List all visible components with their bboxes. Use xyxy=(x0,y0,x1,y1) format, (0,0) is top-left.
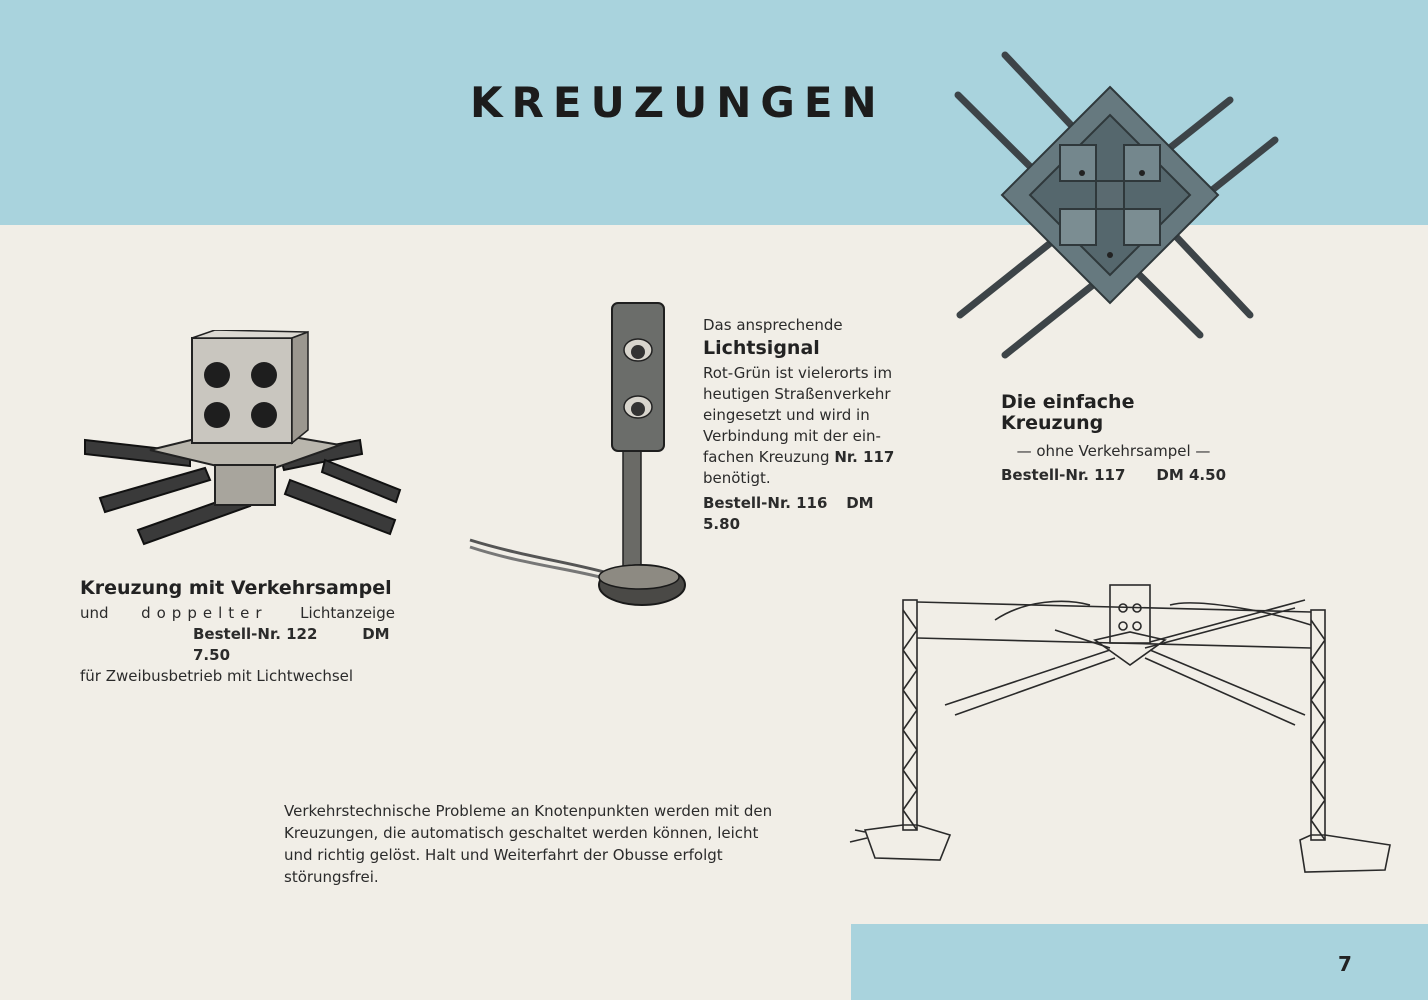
simple-crossing-caption xyxy=(1001,392,1226,486)
footer-paragraph xyxy=(284,800,802,888)
light-signal-line5-bold: Nr. 117 xyxy=(834,448,895,466)
light-signal-body-line xyxy=(703,447,903,468)
simple-crossing-subtitle: — ohne Verkehrsampel — xyxy=(1016,442,1211,460)
overhead-wire-gantry-drawing xyxy=(845,580,1395,885)
footer-line: und richtig gelöst. Halt und Weiterfahrt der Obusse erfolgt xyxy=(284,846,723,864)
light-signal-body-line: benötigt. xyxy=(703,469,771,487)
light-signal-order-row xyxy=(703,493,903,535)
order-number-116: Bestell-Nr. 116 xyxy=(703,494,828,512)
price-116: DM 5.80 xyxy=(703,494,874,533)
light-signal-photo xyxy=(465,295,695,615)
light-signal-intro: Das ansprechende xyxy=(703,316,843,334)
page-number: 7 xyxy=(1338,952,1352,976)
light-signal-line5-text: fachen Kreuzung xyxy=(703,448,835,466)
footer-line: störungsfrei. xyxy=(284,868,379,886)
crossing-with-traffic-light-photo xyxy=(80,330,410,555)
light-signal-caption xyxy=(703,315,903,535)
crossing-with-light-caption xyxy=(80,578,395,687)
line1-part-b: doppelter xyxy=(141,604,268,622)
crossing-with-light-order-row xyxy=(80,624,395,666)
price-117: DM 4.50 xyxy=(1156,466,1226,484)
line1-part-a: und xyxy=(80,604,109,622)
price-122: DM 7.50 xyxy=(193,625,390,664)
simple-crossing-order-row xyxy=(1001,465,1226,486)
simple-crossing-photo xyxy=(950,45,1290,365)
footer-line: Kreuzungen, die automatisch geschaltet werden können, leicht xyxy=(284,824,759,842)
line1-part-c: Lichtanzeige xyxy=(300,604,395,622)
order-number-117: Bestell-Nr. 117 xyxy=(1001,466,1126,484)
crossing-with-light-heading: Kreuzung mit Verkehrsampel xyxy=(80,577,392,599)
crossing-with-light-line1 xyxy=(80,603,395,624)
light-signal-body-line: eingesetzt und wird in xyxy=(703,406,870,424)
light-signal-heading: Lichtsignal xyxy=(703,337,820,359)
order-number-122: Bestell-Nr. 122 xyxy=(193,625,318,643)
light-signal-body-line: Rot-Grün ist vielerorts im xyxy=(703,364,893,382)
footer-line: Verkehrstechnische Probleme an Knotenpunkten werden mit den xyxy=(284,802,773,820)
light-signal-body-line: Verbindung mit der ein- xyxy=(703,427,881,445)
simple-crossing-heading: Die einfache Kreuzung xyxy=(1001,391,1135,434)
page-title: KREUZUNGEN xyxy=(470,78,886,127)
light-signal-body-line: heutigen Straßenverkehr xyxy=(703,385,891,403)
crossing-with-light-line3: für Zweibusbetrieb mit Lichtwechsel xyxy=(80,667,354,685)
